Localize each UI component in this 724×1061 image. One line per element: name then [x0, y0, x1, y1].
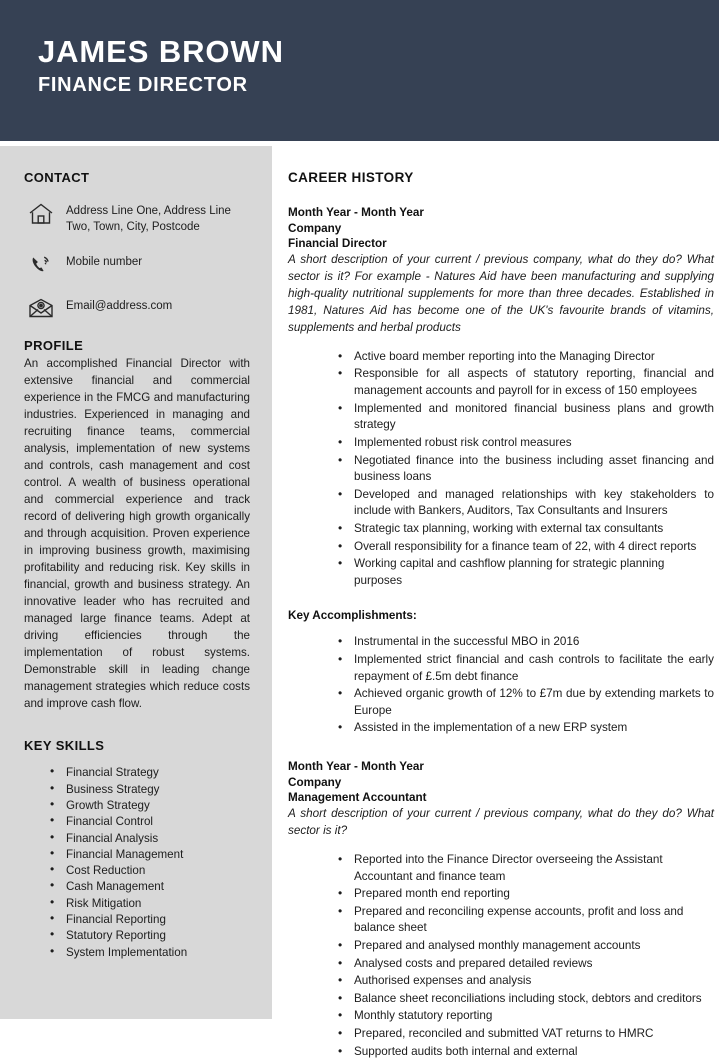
key-skills-section [24, 738, 250, 960]
job-dates: Month Year - Month Year [288, 760, 424, 774]
list-item: • Monthly statutory reporting [338, 1008, 714, 1025]
list-item: • Growth Strategy [50, 798, 250, 813]
contact-phone-text: Mobile number [66, 255, 143, 268]
list-item: • Cash Management [50, 879, 250, 894]
career-history-heading: CAREER HISTORY [288, 170, 414, 185]
list-item: • System Implementation [50, 945, 250, 960]
list-item: • Implemented and monitored financial business plans and growth strategy [338, 401, 714, 434]
profile-text: An accomplished Financial Director with extensive financial and commercial experience in the FMCG and manufacturing industries. Experienced in managing and recruiting finance teams, commercial analysis, implementation of new systems and controls, cash management and cost control. A wealth of business operational and commercial experience and track record of delivering high growth organically and through acquisition. Proven experience in improving business growth, maximising profitability and reducing risk. Key skills in financial, growth and business strategy. An innovative leader who has recruited and managed large finance teams. Adept at driving efficiencies through the implementation of robust systems. Demonstrable skill in leading change management strategies which reduce costs and improve cash flow. [24, 356, 250, 711]
job-description: A short description of your current / previous company, what do they do? What sector is it? [288, 807, 714, 838]
contact-item-address [26, 199, 250, 236]
list-item: • Prepared and analysed monthly management accounts [338, 938, 714, 955]
job-bullets [288, 349, 714, 590]
list-item: • Prepared and reconciling expense accounts, profit and loss and balance sheet [338, 904, 714, 937]
envelope-icon [26, 294, 56, 324]
list-item: • Developed and managed relationships with key stakeholders to include with Bankers, Auditors, Tax Consultants and Insurers [338, 487, 714, 520]
list-item: • Working capital and cashflow planning for strategic planning purposes [338, 556, 714, 589]
list-item: • Instrumental in the successful MBO in 2016 [338, 634, 714, 651]
list-item: • Cost Reduction [50, 863, 250, 878]
contact-address-text: Address Line One, Address Line Two, Town, City, Postcode [66, 205, 231, 234]
list-item: • Prepared, reconciled and submitted VAT returns to HMRC [338, 1026, 714, 1043]
contact-heading: CONTACT [24, 170, 90, 185]
sidebar [0, 146, 272, 1019]
job-description: A short description of your current / previous company, what do they do? What sector is it? For example - Natures Aid have been manufacturing and supplying high-quality nutritional supplements for more than three decades. Established in 1981, Natures Aid has become one of the UK's favourite brands of vitamins, supplements and herbal products [288, 253, 714, 334]
list-item: • Overall responsibility for a finance team of 22, with 4 direct reports [338, 539, 714, 556]
resume-header [0, 0, 719, 141]
list-item: • Responsible for all aspects of statutory reporting, financial and management accounts and payroll for in excess of 150 employees [338, 366, 714, 399]
list-item: • Financial Management [50, 847, 250, 862]
list-item: • Assisted in the implementation of a new ERP system [338, 720, 714, 737]
career-history-section [288, 146, 714, 1061]
list-item: • Balance sheet reconciliations including stock, debtors and creditors [338, 991, 714, 1008]
key-skills-heading: KEY SKILLS [24, 738, 105, 754]
list-item: • Supported audits both internal and external [338, 1044, 714, 1061]
key-accomplishments-heading: Key Accomplishments: [288, 609, 417, 623]
list-item: • Authorised expenses and analysis [338, 973, 714, 990]
contact-item-email [26, 294, 250, 324]
list-item: • Financial Reporting [50, 912, 250, 927]
list-item: • Achieved organic growth of 12% to £7m due by extending markets to Europe [338, 686, 714, 719]
list-item: • Prepared month end reporting [338, 886, 714, 903]
job-bullets [288, 852, 714, 1060]
phone-icon [26, 250, 56, 280]
contact-email-text: Email@address.com [66, 299, 173, 312]
job-company: Company [288, 775, 342, 789]
list-item: • Analysed costs and prepared detailed reviews [338, 956, 714, 973]
list-item: • Statutory Reporting [50, 928, 250, 943]
job-role: Financial Director [288, 237, 387, 251]
list-item: • Negotiated finance into the business including asset financing and business loans [338, 453, 714, 486]
list-item: • Reported into the Finance Director overseeing the Assistant Accountant and finance team [338, 852, 714, 885]
profile-section [24, 338, 250, 713]
contact-item-phone [26, 250, 250, 280]
candidate-job-title: FINANCE DIRECTOR [38, 73, 248, 96]
list-item: • Implemented strict financial and cash controls to facilitate the early repayment of £.5m debt finance [338, 652, 714, 685]
home-icon [26, 199, 56, 229]
profile-heading: PROFILE [24, 337, 84, 353]
list-item: • Risk Mitigation [50, 896, 250, 911]
list-item: • Financial Analysis [50, 831, 250, 846]
candidate-name: JAMES BROWN [38, 34, 284, 69]
job-role: Management Accountant [288, 791, 427, 805]
list-item: • Financial Control [50, 814, 250, 829]
job-entry-2 [288, 759, 714, 1060]
job-dates: Month Year - Month Year [288, 206, 424, 219]
key-skills-list [24, 765, 250, 960]
list-item: • Active board member reporting into the Managing Director [338, 349, 714, 366]
list-item: • Implemented robust risk control measures [338, 435, 714, 452]
list-item: • Financial Strategy [50, 765, 250, 780]
list-item: • Strategic tax planning, working with external tax consultants [338, 521, 714, 538]
list-item: • Business Strategy [50, 782, 250, 797]
key-accomplishments-bullets [288, 634, 714, 737]
job-company: Company [288, 221, 342, 235]
contact-list [26, 199, 250, 324]
job-entry-1 [288, 205, 714, 737]
contact-section [24, 170, 250, 324]
